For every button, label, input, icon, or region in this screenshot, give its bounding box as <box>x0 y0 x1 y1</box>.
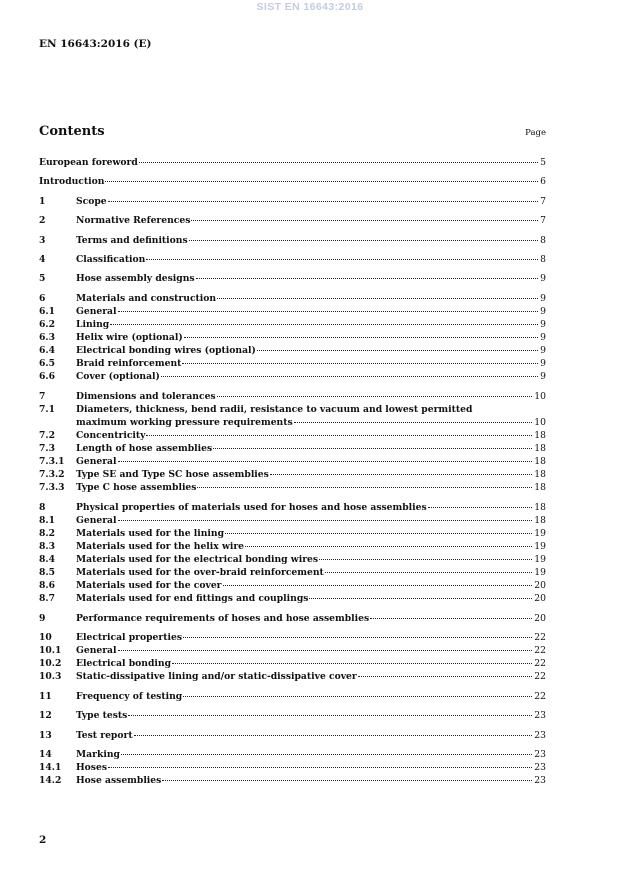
toc-entry-title-row <box>76 305 546 318</box>
toc-entry-title: Introduction <box>39 176 105 188</box>
toc-entry-page: 18 <box>534 456 546 468</box>
toc-entry-title-row <box>76 579 546 592</box>
toc-entry-number: 6.1 <box>39 305 55 317</box>
toc-entry-title-row <box>76 370 546 383</box>
toc-entry-title: Materials used for the cover <box>76 580 222 592</box>
dot-leader <box>118 520 533 521</box>
toc-entry-page: 19 <box>534 567 546 579</box>
toc-entry-title-row <box>76 514 546 527</box>
dot-leader <box>319 559 532 560</box>
toc-entry-title-row <box>76 331 546 344</box>
toc-entry-title: Performance requirements of hoses and hose assemblies <box>76 612 370 624</box>
toc-entry[interactable] <box>39 455 546 468</box>
toc-entry-number: 7.3.2 <box>39 469 65 481</box>
toc-entry-title-row <box>76 774 546 787</box>
toc-entry-title: General <box>76 305 117 317</box>
toc-entry-title: Hose assemblies <box>76 775 162 787</box>
toc-entry[interactable] <box>39 527 546 540</box>
toc-entry[interactable] <box>39 195 546 208</box>
dot-leader <box>217 396 533 397</box>
toc-entry[interactable] <box>39 357 546 370</box>
toc-entry-title: Scope <box>76 195 107 207</box>
toc-entry-page: 9 <box>540 345 546 357</box>
toc-entry-page: 18 <box>534 482 546 494</box>
toc-entry[interactable] <box>39 657 546 670</box>
toc-entry-title-line1: Diameters, thickness, bend radii, resistance to vacuum and lowest permitted <box>76 403 473 415</box>
toc-entry-page: 23 <box>534 762 546 774</box>
dot-leader <box>270 474 532 475</box>
dot-leader <box>183 637 532 638</box>
toc-entry-title-row <box>76 748 546 761</box>
dot-leader <box>172 663 532 664</box>
toc-entry-title-row <box>76 344 546 357</box>
toc-entry-number: 11 <box>39 690 52 702</box>
toc-entry-number: 14.2 <box>39 775 62 787</box>
toc-entry-title: Helix wire (optional) <box>76 332 183 344</box>
toc-entry-number: 7.3.1 <box>39 456 65 468</box>
toc-entry-page: 9 <box>540 273 546 285</box>
toc-entry-title: Cover (optional) <box>76 371 160 383</box>
toc-entry[interactable] <box>39 468 546 481</box>
toc-entry-title: Materials used for the over-braid reinforcement <box>76 567 324 579</box>
toc-entry-title-row <box>76 690 546 703</box>
dot-leader <box>245 546 532 547</box>
toc-entry-page: 20 <box>534 580 546 592</box>
toc-entry-title-row <box>39 156 546 169</box>
toc-entry-page: 22 <box>534 632 546 644</box>
toc-entry-title-row <box>76 429 546 442</box>
dot-leader <box>257 350 538 351</box>
toc-entry[interactable] <box>39 761 546 774</box>
dot-leader <box>183 696 532 697</box>
dot-leader <box>223 585 533 586</box>
toc-entry-title: Static-dissipative lining and/or static-dissipative cover <box>76 671 357 683</box>
toc-entry-page: 7 <box>540 195 546 207</box>
toc-entry-title: Marking <box>76 749 120 761</box>
toc-entry-number: 8 <box>39 501 46 513</box>
toc-entry[interactable] <box>39 501 546 514</box>
toc-entry-page: 7 <box>540 215 546 227</box>
toc-entry[interactable] <box>39 540 546 553</box>
toc-entry-page: 9 <box>540 332 546 344</box>
toc-entry-page: 23 <box>534 775 546 787</box>
toc-entry-title-row <box>76 644 546 657</box>
toc-entry[interactable] <box>39 442 546 455</box>
toc-entry-title-row <box>76 195 546 208</box>
toc-entry[interactable] <box>39 390 546 403</box>
toc-entry[interactable] <box>39 670 546 683</box>
toc-entry-number: 6.2 <box>39 318 55 330</box>
toc-entry-title-row <box>76 761 546 774</box>
toc-entry[interactable] <box>39 370 546 383</box>
toc-entry-page: 18 <box>534 514 546 526</box>
toc-entry-title: maximum working pressure requirements <box>76 416 293 428</box>
toc-entry-page: 20 <box>534 593 546 605</box>
toc-entry-title-row <box>76 553 546 566</box>
watermark: SIST EN 16643:2016 <box>256 1 364 13</box>
toc-entry-number: 7.2 <box>39 429 55 441</box>
toc-entry-title: Electrical properties <box>76 632 182 644</box>
toc-entry[interactable] <box>39 514 546 527</box>
toc-entry-title: Test report <box>76 729 133 741</box>
dot-leader <box>217 298 538 299</box>
toc-entry[interactable] <box>39 566 546 579</box>
toc-entry-number: 2 <box>39 215 46 227</box>
toc-entry-page: 23 <box>534 729 546 741</box>
toc-entry-title: Lining <box>76 318 110 330</box>
toc-entry-page: 9 <box>540 292 546 304</box>
toc-entry-title: European foreword <box>39 157 138 168</box>
dot-leader <box>110 324 538 325</box>
dot-leader <box>128 715 532 716</box>
dot-leader <box>191 220 538 221</box>
toc-entry-page: 6 <box>540 176 546 188</box>
toc-entry[interactable] <box>39 305 546 318</box>
toc-entry-number: 10.3 <box>39 671 62 683</box>
toc-entry-page: 8 <box>540 234 546 246</box>
toc-entry-number: 8.3 <box>39 541 55 553</box>
dot-leader <box>161 376 538 377</box>
toc-entry-page: 22 <box>534 645 546 657</box>
toc-entry-title: Electrical bonding <box>76 658 171 670</box>
toc-entry[interactable] <box>39 403 546 429</box>
toc-entry-title-row <box>76 592 546 605</box>
toc-entry-number: 8.7 <box>39 593 55 605</box>
dot-leader <box>428 507 533 508</box>
dot-leader <box>309 598 532 599</box>
toc-entry-page: 19 <box>534 527 546 539</box>
toc-entry-title-row <box>76 292 546 305</box>
toc-entry-title-row <box>76 455 546 468</box>
toc-entry-title: Materials used for the lining <box>76 527 225 539</box>
toc-entry-page: 9 <box>540 371 546 383</box>
toc-entry-title-row <box>76 670 546 683</box>
dot-leader <box>121 754 532 755</box>
toc-entry-title-row <box>76 318 546 331</box>
toc-entry-page: 22 <box>534 690 546 702</box>
toc-entry-number: 7.3 <box>39 443 55 455</box>
dot-leader <box>189 240 538 241</box>
dot-leader <box>108 201 539 202</box>
toc-entry[interactable] <box>39 592 546 605</box>
dot-leader <box>294 422 533 423</box>
toc-entry-number: 7 <box>39 390 46 402</box>
toc-entry-title-row <box>76 709 546 722</box>
toc-entry-number: 13 <box>39 729 52 741</box>
toc-entry-title: Length of hose assemblies <box>76 443 213 455</box>
toc-entry-title-row <box>76 481 546 494</box>
toc-entry[interactable] <box>39 553 546 566</box>
toc-entry-number: 6.5 <box>39 358 55 370</box>
toc-entry[interactable] <box>39 481 546 494</box>
toc-entry-title: Braid reinforcement <box>76 358 182 370</box>
dot-leader <box>139 162 538 163</box>
toc-entry-title: Materials used for the helix wire <box>76 541 245 553</box>
toc-entry-title: Materials used for end fittings and couplings <box>76 593 309 605</box>
toc-entry[interactable] <box>39 644 546 657</box>
toc-entry-title: Dimensions and tolerances <box>76 390 216 402</box>
toc-entry-title: Materials used for the electrical bonding wires <box>76 554 319 566</box>
toc-entry-title: Hoses <box>76 762 107 774</box>
toc-entry-title-row <box>76 442 546 455</box>
dot-leader <box>358 676 533 677</box>
toc-entry-title: Electrical bonding wires (optional) <box>76 345 256 357</box>
toc-entry-title-row <box>76 234 546 247</box>
toc-entry-number: 1 <box>39 195 46 207</box>
toc-entry-title-row <box>76 612 546 625</box>
table-of-contents <box>39 156 546 787</box>
dot-leader <box>162 780 532 781</box>
toc-entry-page: 8 <box>540 253 546 265</box>
toc-entry-page: 22 <box>534 658 546 670</box>
toc-entry[interactable] <box>39 709 546 722</box>
dot-leader <box>105 181 538 182</box>
page-column-label: Page <box>525 128 546 138</box>
toc-entry-title: Type C hose assemblies <box>76 482 197 494</box>
toc-entry-title: Type SE and Type SC hose assemblies <box>76 469 269 481</box>
dot-leader <box>325 572 533 573</box>
toc-entry-title-row <box>76 657 546 670</box>
toc-entry-title: Physical properties of materials used for hoses and hose assemblies <box>76 501 427 513</box>
toc-entry-page: 9 <box>540 305 546 317</box>
toc-entry-title: Concentricity <box>76 429 146 441</box>
toc-entry[interactable] <box>39 729 546 742</box>
toc-entry-number: 8.1 <box>39 514 55 526</box>
toc-entry-title: General <box>76 456 117 468</box>
toc-entry[interactable] <box>39 748 546 761</box>
toc-entry-page: 23 <box>534 710 546 722</box>
toc-entry-number: 4 <box>39 253 46 265</box>
dot-leader <box>134 735 533 736</box>
toc-entry-title: General <box>76 645 117 657</box>
toc-entry[interactable] <box>39 429 546 442</box>
toc-entry[interactable] <box>39 214 546 227</box>
toc-entry-title-row <box>76 390 546 403</box>
toc-entry-number: 8.6 <box>39 580 55 592</box>
dot-leader <box>146 435 532 436</box>
toc-entry-number: 8.5 <box>39 567 55 579</box>
toc-entry-page: 9 <box>540 358 546 370</box>
toc-entry-title-row <box>76 566 546 579</box>
toc-entry[interactable] <box>39 612 546 625</box>
page-number: 2 <box>39 834 47 846</box>
toc-entry-number: 5 <box>39 273 46 285</box>
toc-entry[interactable] <box>39 292 546 305</box>
toc-entry-title: Terms and definitions <box>76 234 188 246</box>
toc-entry[interactable] <box>39 318 546 331</box>
toc-entry-page: 18 <box>534 429 546 441</box>
contents-heading: Contents <box>39 124 105 139</box>
toc-entry-number: 6 <box>39 292 46 304</box>
dot-leader <box>370 618 532 619</box>
toc-entry-number: 7.3.3 <box>39 482 65 494</box>
toc-entry[interactable] <box>39 331 546 344</box>
toc-entry-number: 10.2 <box>39 658 62 670</box>
dot-leader <box>118 311 539 312</box>
toc-entry-number: 7.1 <box>39 403 55 415</box>
toc-entry-page: 5 <box>540 157 546 168</box>
document-id: EN 16643:2016 (E) <box>39 38 152 50</box>
toc-entry-page: 19 <box>534 554 546 566</box>
dot-leader <box>118 461 533 462</box>
toc-entry-number: 8.4 <box>39 554 55 566</box>
dot-leader <box>197 487 532 488</box>
toc-entry-title: General <box>76 514 117 526</box>
toc-entry-number: 8.2 <box>39 527 55 539</box>
toc-entry-page: 10 <box>534 416 546 428</box>
toc-entry-number: 14 <box>39 749 52 761</box>
toc-entry-page: 18 <box>534 469 546 481</box>
toc-entry-title: Normative References <box>76 215 191 227</box>
toc-entry-page: 10 <box>534 390 546 402</box>
dot-leader <box>196 278 539 279</box>
toc-entry-title-row <box>76 501 546 514</box>
toc-entry-title-row <box>76 729 546 742</box>
dot-leader <box>225 533 532 534</box>
toc-entry[interactable] <box>39 344 546 357</box>
toc-entry-page: 22 <box>534 671 546 683</box>
toc-entry-page: 18 <box>534 501 546 513</box>
toc-entry-page: 23 <box>534 749 546 761</box>
toc-entry-number: 14.1 <box>39 762 62 774</box>
toc-entry-title-row <box>39 175 546 188</box>
toc-entry-number: 12 <box>39 710 52 722</box>
toc-entry-title-row <box>76 527 546 540</box>
toc-entry-number: 6.3 <box>39 332 55 344</box>
toc-entry-number: 10.1 <box>39 645 62 657</box>
toc-entry-title: Hose assembly designs <box>76 273 195 285</box>
toc-entry-title-row <box>76 214 546 227</box>
toc-entry-page: 18 <box>534 443 546 455</box>
dot-leader <box>182 363 538 364</box>
dot-leader <box>184 337 538 338</box>
toc-entry-title-row <box>76 357 546 370</box>
toc-entry-title-row <box>76 416 546 429</box>
toc-entry[interactable] <box>39 253 546 266</box>
dot-leader <box>118 650 533 651</box>
toc-entry-number: 3 <box>39 234 46 246</box>
toc-entry-number: 10 <box>39 632 52 644</box>
dot-leader <box>146 259 538 260</box>
dot-leader <box>108 767 532 768</box>
toc-entry-page: 20 <box>534 612 546 624</box>
toc-entry-title: Frequency of testing <box>76 690 183 702</box>
toc-entry-number: 6.4 <box>39 345 55 357</box>
toc-entry-page: 9 <box>540 318 546 330</box>
toc-entry-page: 19 <box>534 541 546 553</box>
toc-entry-title: Type tests <box>76 710 128 722</box>
toc-entry-title: Classification <box>76 253 146 265</box>
toc-entry[interactable] <box>39 774 546 787</box>
toc-entry[interactable] <box>39 690 546 703</box>
toc-entry-title-row <box>76 631 546 644</box>
toc-entry[interactable] <box>39 579 546 592</box>
toc-entry-title-row <box>76 272 546 285</box>
toc-entry[interactable] <box>39 175 546 188</box>
toc-entry[interactable] <box>39 272 546 285</box>
toc-entry[interactable] <box>39 631 546 644</box>
toc-entry-number: 6.6 <box>39 371 55 383</box>
toc-entry-title-row <box>76 253 546 266</box>
dot-leader <box>213 448 532 449</box>
toc-entry[interactable] <box>39 156 546 169</box>
toc-entry-number: 9 <box>39 612 46 624</box>
toc-entry-title-row <box>76 468 546 481</box>
toc-entry-title: Materials and construction <box>76 292 217 304</box>
toc-entry[interactable] <box>39 234 546 247</box>
toc-entry-title-row <box>76 540 546 553</box>
